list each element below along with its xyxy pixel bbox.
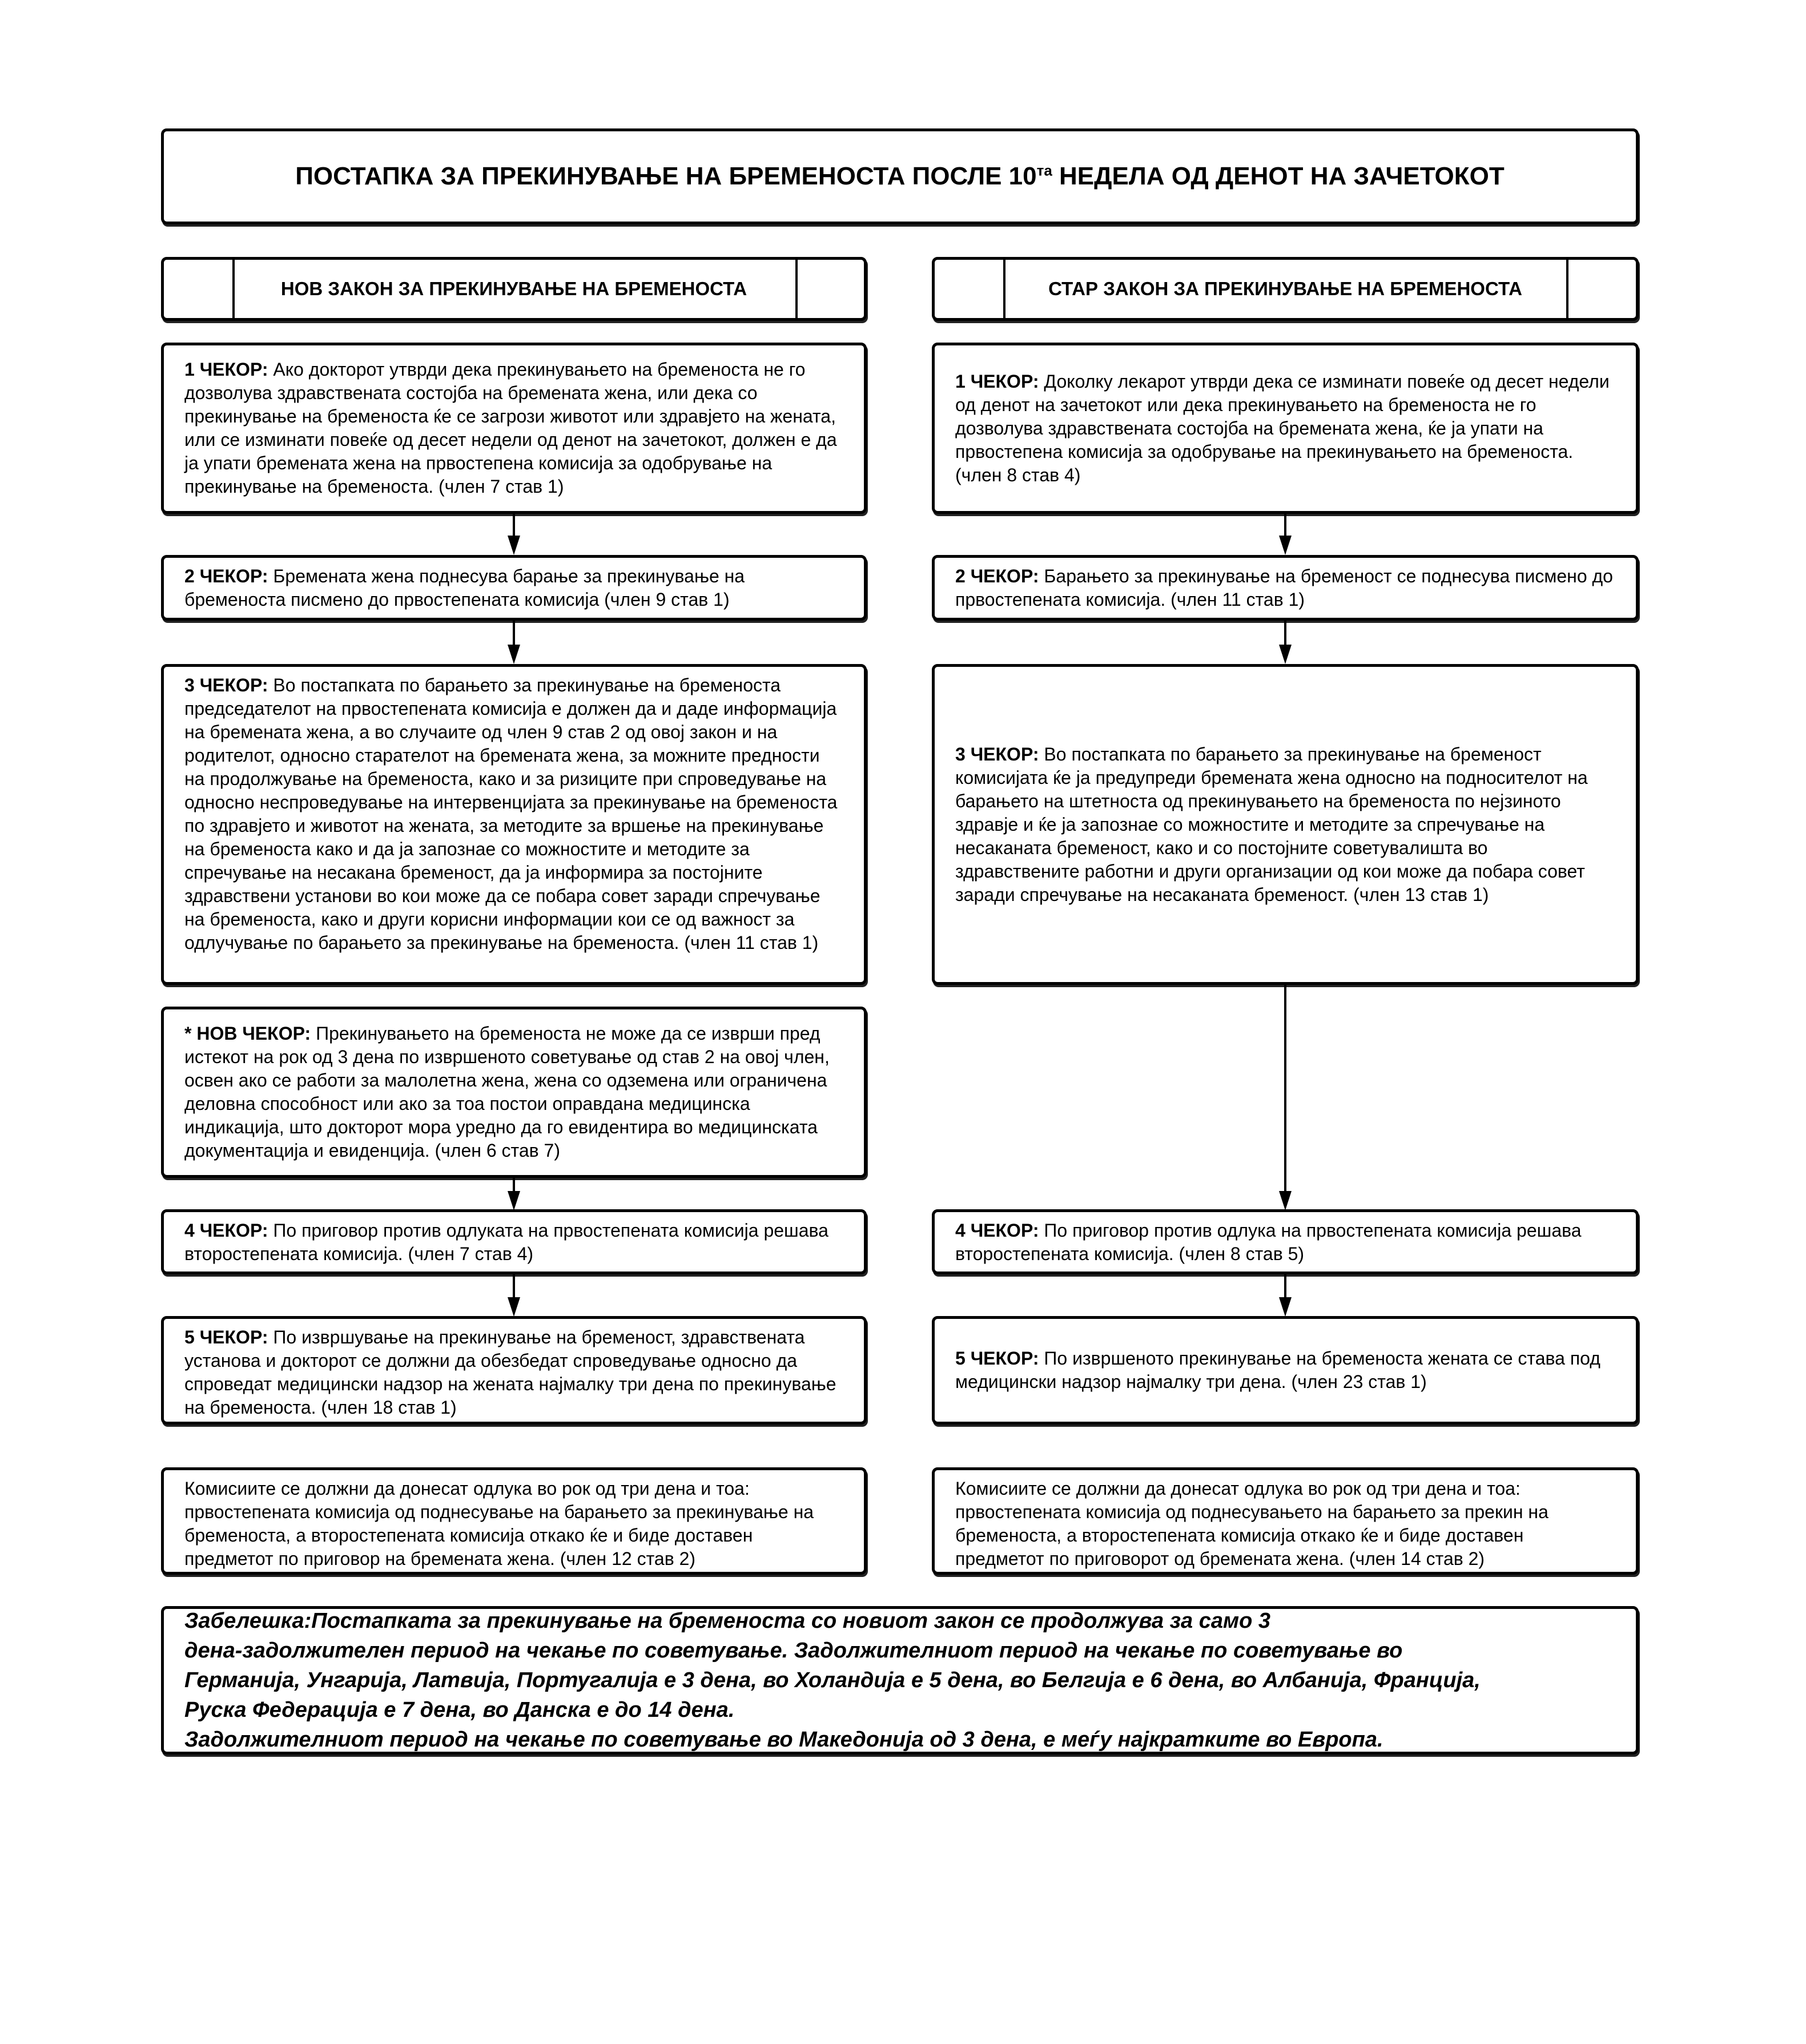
header-divider-left <box>1003 260 1005 318</box>
step-label: * НОВ ЧЕКОР: <box>184 1023 311 1044</box>
arrow-down-icon <box>508 645 520 664</box>
step-text: Во постапката по барањето за прекинување на бременоста председателот на првостепената комисија е должен да и даде информација на бремената жена, а во случаите од член 9 став 2 од овој закон и на родителот, односно старателот на бремената жена, за можните предности на продолжување на бременоста, како и за ризиците при спроведување на односно неспроведување на интервенцијата за прекинување на бременоста по здравјето и животот на жената, за методите за вршење на прекинување на бременоста како и да ја запознае со можностите и методите за спречување на несакана бременост, да ја информира за постојните здравствени установи во кои може да се побара совет заради спречување на бременоста, како и други корисни информации кои се од важност за одлучување по барањето за прекинување на бременоста. (член 11 став 1) <box>184 675 838 953</box>
arrow-down-icon <box>1279 536 1292 555</box>
header-divider-left <box>232 260 235 318</box>
step-label: 1 ЧЕКОР: <box>184 359 268 380</box>
step-text: Бремената жена поднесува барање за прекинување на бременоста писмено до првостепената комисија (член 9 став 1) <box>184 566 745 610</box>
connector-line <box>513 514 515 537</box>
title-tail: НЕДЕЛА ОД ДЕНОТ НА ЗАЧЕТОКОТ <box>1052 162 1505 190</box>
header-divider-right <box>795 260 798 318</box>
step-label: 2 ЧЕКОР: <box>184 566 268 586</box>
title-main: ПОСТАПКА ЗА ПРЕКИНУВАЊЕ НА БРЕМЕНОСТА ПОСЛЕ 10 <box>295 162 1037 190</box>
connector-line <box>513 1178 515 1192</box>
step-text: Барањето за прекинување на бременост се поднесува писмено до првостепената комисија. (член 11 став 1) <box>955 566 1613 610</box>
step-text: Ако докторот утврди дека прекинувањето на бременоста не го дозволува здравствената состојба на бремената жена, или дека со прекинување на бременоста ќе се загрози животот или здравјето на жената, или се изминати повеќе од десет недели од денот на зачетокот, должен е да ја упати бремената жена на првостепена комисија за одобрување на прекинување на бременоста. (член 7 став 1) <box>184 359 837 497</box>
step-label: 2 ЧЕКОР: <box>955 566 1039 586</box>
arrow-down-icon <box>1279 645 1292 664</box>
step-text: По приговор против одлуката на првостепената комисија решава второстепената комисија. (член 7 став 4) <box>184 1220 828 1264</box>
committees-text: Комисиите се должни да донесат одлука во рок од три дена и тоа: првостепената комисија од поднесување на барањето за прекинување на бременоста, а второстепената комисија откако ќе и биде доставен предметот по приговор на бремената жена. (член 12 став 2) <box>184 1478 814 1569</box>
step-text: По извршеното прекинување на бременоста жената се става под медицински надзор најмалку три дена. (член 23 став 1) <box>955 1348 1600 1392</box>
step-text: Прекинувањето на бременоста не може да се изврши пред истекот на рок од 3 дена по извршеното советување од став 2 на овој член, освен ако се работи за малолетна жена, жена со одземена или ограничена деловна способност или ако за тоа постои оправдана медицинска индикација, што докторот мора уредно да го евидентира во медицинската документација и евиденција. (член 6 став 7) <box>184 1023 830 1161</box>
connector-line <box>1284 514 1286 537</box>
new-law-new-step <box>161 1007 867 1178</box>
footnote-line: дена-задолжителен период на чекање по советување. Задолжителниот период на чекање по советување во <box>184 1639 1403 1663</box>
flowchart-title <box>295 162 1504 191</box>
arrow-down-icon <box>508 536 520 555</box>
connector-line <box>513 621 515 646</box>
connector-line <box>513 1274 515 1298</box>
new-law-step-4 <box>161 1209 867 1274</box>
new-law-header-text: НОВ ЗАКОН ЗА ПРЕКИНУВАЊЕ НА БРЕМЕНОСТА <box>280 278 747 299</box>
step-label: 4 ЧЕКОР: <box>955 1220 1039 1241</box>
old-law-step-5 <box>932 1316 1639 1425</box>
new-law-step-1 <box>161 343 867 514</box>
footnote-line: Задолжителниот период на чекање по советување во Македонија од 3 дена, е меѓу најкратките во Европа. <box>184 1728 1383 1752</box>
old-law-step-3 <box>932 664 1639 985</box>
new-law-step-3 <box>161 664 867 985</box>
new-law-header <box>161 257 867 321</box>
flowchart-title-box <box>161 128 1639 224</box>
step-text: По приговор против одлука на првостепената комисија решава второстепената комисија. (член 8 став 5) <box>955 1220 1582 1264</box>
step-text: Доколку лекарот утврди дека се изминати повеќе од десет недели од денот на зачетокот или дека прекинувањето на бременоста не го дозволува здравствената состојба на бремената жена, ќе ја упати на првостепена комисија за одобрување на прекинувањето на бременоста. (член 8 став 4) <box>955 371 1610 485</box>
header-divider-right <box>1566 260 1568 318</box>
old-law-header-text: СТАР ЗАКОН ЗА ПРЕКИНУВАЊЕ НА БРЕМЕНОСТА <box>1048 278 1522 299</box>
old-law-step-2 <box>932 555 1639 621</box>
connector-line <box>1284 985 1286 1192</box>
step-label: 5 ЧЕКОР: <box>184 1327 268 1347</box>
committees-text: Комисиите се должни да донесат одлука во рок од три дена и тоа: првостепената комисија од поднесувањето на барањето за прекин на бременоста, а второстепената комисија откако ќе и биде доставен предметот по приговорот од бремената жена. (член 14 став 2) <box>955 1478 1548 1569</box>
step-label: 1 ЧЕКОР: <box>955 371 1039 392</box>
new-law-committees-note <box>161 1467 867 1575</box>
step-text: По извршување на прекинување на бременост, здравствената установа и докторот се должни да обезбедат спроведување односно да спроведат медицински надзор на жената најмалку три дена по прекинување на бременоста. (член 18 став 1) <box>184 1327 836 1418</box>
step-text: Во постапката по барањето за прекинување на бременост комисијата ќе ја предупреди бремената жена односно на подносителот на барањето на штетноста од прекинувањето на бременоста по нејзиното здравје и ќе ја запознае со можностите и методите за спречување на несаканата бременост, како и со постојните советувалишта во здравствените работни и други организации од кои може да побара совет заради спречување на несаканата бременост. (член 13 став 1) <box>955 743 1588 905</box>
new-law-step-5 <box>161 1316 867 1425</box>
footnote-line: Забелешка:Постапката за прекинување на бременоста со новиот закон се продолжува за само 3 <box>184 1609 1271 1633</box>
step-label: 5 ЧЕКОР: <box>955 1348 1039 1369</box>
footnote-box <box>161 1606 1639 1755</box>
connector-line <box>1284 1274 1286 1298</box>
step-label: 3 ЧЕКОР: <box>184 675 268 695</box>
old-law-header <box>932 257 1639 321</box>
arrow-down-icon <box>508 1191 520 1210</box>
footnote-line: Германија, Унгарија, Латвија, Португалија е 3 дена, во Холандија е 5 дена, во Белгија е 6 дена, во Албанија, Франција, <box>184 1668 1481 1692</box>
footnote-line: Руска Федерација е 7 дена, во Данска е до 14 дена. <box>184 1698 735 1722</box>
arrow-down-icon <box>1279 1297 1292 1317</box>
old-law-step-1 <box>932 343 1639 514</box>
connector-line <box>1284 621 1286 646</box>
old-law-step-4 <box>932 1209 1639 1274</box>
step-label: 4 ЧЕКОР: <box>184 1220 268 1241</box>
old-law-committees-note <box>932 1467 1639 1575</box>
new-law-step-2 <box>161 555 867 621</box>
arrow-down-icon <box>508 1297 520 1317</box>
step-label: 3 ЧЕКОР: <box>955 743 1039 765</box>
arrow-down-icon <box>1279 1191 1292 1210</box>
footnote-text <box>184 1606 1481 1755</box>
title-superscript: та <box>1036 162 1052 179</box>
